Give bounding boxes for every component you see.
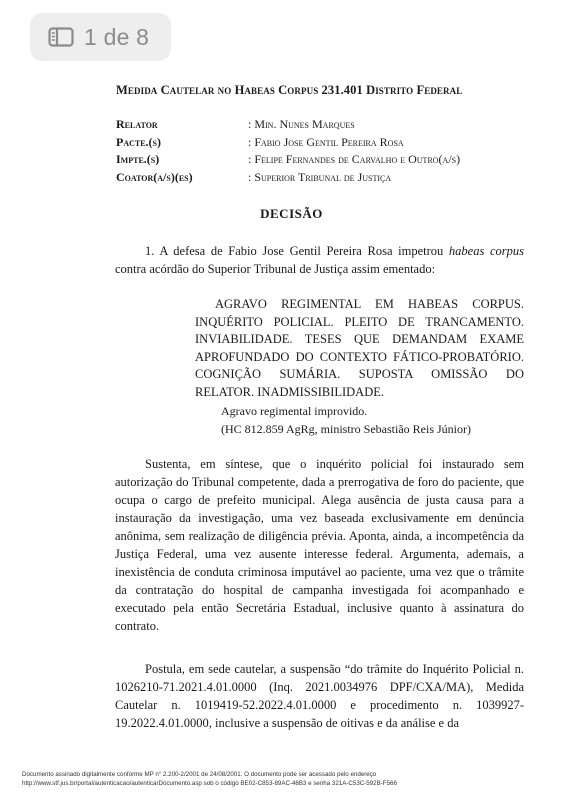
meta-row-impte — [116, 152, 460, 170]
meta-value: : Fabio Jose Gentil Pereira Rosa — [248, 134, 404, 149]
paragraph-1 — [115, 242, 524, 278]
ementa-citation: (HC 812.859 AgRg, ministro Sebastião Reis Júnior) — [221, 422, 471, 436]
sidebar-icon — [48, 27, 74, 47]
ementa-result: Agravo regimental improvido. — [221, 404, 368, 418]
meta-value: : Min. Nunes Marques — [248, 117, 355, 131]
paragraph-2: Sustenta, em síntese, que o inquérito policial foi instaurado sem autorização do Tribunal competente, dada a prerrogativa de foro do paciente, que ocupa o cargo de prefeito municipal. Alega ausência de justa causa para a instauração da investigação, uma vez baseada exclusivamente em denúncia anônima, sem realização de diligência prévia. Aponta, ainda, a incompetência da Justiça Federal, uma vez ausente interesse federal. Argumenta, ademais, a inexistência de conduta criminosa imputável ao paciente, uma vez que o trâmite da contratação do hospital de campanha investigada foi acompanhado e executado pela então Secretária Estadual, inclusive quanto à assinatura do contrato. — [115, 457, 524, 633]
case-metadata — [116, 117, 460, 187]
page-count-label: 1 de 8 — [84, 23, 150, 50]
footer-line-2[interactable]: http://www.stf.jus.br/portal/autenticacao/autenticarDocumento.asp sob o código BE02-C853-89AC-46B3 e senha 321A-C53C-592B-F566 — [22, 780, 397, 787]
meta-row-coator — [116, 170, 460, 188]
meta-key: Relator — [116, 117, 158, 131]
signature-footer — [22, 770, 567, 788]
meta-row-relator — [116, 117, 460, 135]
paragraph-1-intro: 1. A defesa de Fabio Jose Gentil Pereira Rosa impetrou — [145, 244, 449, 258]
meta-value: : Superior Tribunal de Justiça — [248, 169, 392, 184]
meta-value: : Felipe Fernandes de Carvalho e Outro(a/s) — [248, 152, 461, 166]
page-indicator-badge[interactable] — [30, 13, 171, 61]
document-title: Medida Cautelar no Habeas Corpus 231.401 Distrito Federal — [116, 83, 463, 97]
meta-row-pacte — [116, 135, 460, 153]
meta-key: Impte.(s) — [116, 152, 160, 166]
paragraph-1-rest: contra acórdão do Superior Tribunal de Justiça assim ementado: — [115, 262, 436, 276]
ementa-quote: AGRAVO REGIMENTAL EM HABEAS CORPUS. INQUÉRITO POLICIAL. PLEITO DE TRANCAMENTO. INVIABILIDADE. TESES QUE DEMANDAM EXAME APROFUNDADO DO CONTEXTO FÁTICO-PROBATÓRIO. COGNIÇÃO SUMÁRIA. SUPOSTA OMISSÃO DO RELATOR. INADMISSIBILIDADE. — [195, 297, 524, 399]
paragraph-3: Postula, em sede cautelar, a suspensão “do trâmite do Inquérito Policial n. 1026210-71.2021.4.01.0000 (Inq. 2021.0034976 DPF/CXA/MA), Medida Cautelar n. 1019419-52.2022.4.01.0000 e procedimento n. 1039927-19.2022.4.01.0000, inclusive a suspensão de oitivas e da análise e da — [115, 662, 524, 730]
meta-key: Coator(a/s)(es) — [116, 169, 193, 184]
paragraph-1-emphasis: habeas corpus — [448, 244, 524, 258]
meta-key: Pacte.(s) — [116, 134, 161, 149]
footer-line-1: Documento assinado digitalmente conforme MP n° 2.200-2/2001 de 24/08/2001. O documento pode ser acessado pelo endereço — [22, 771, 377, 778]
decision-heading: DECISÃO — [260, 206, 323, 221]
